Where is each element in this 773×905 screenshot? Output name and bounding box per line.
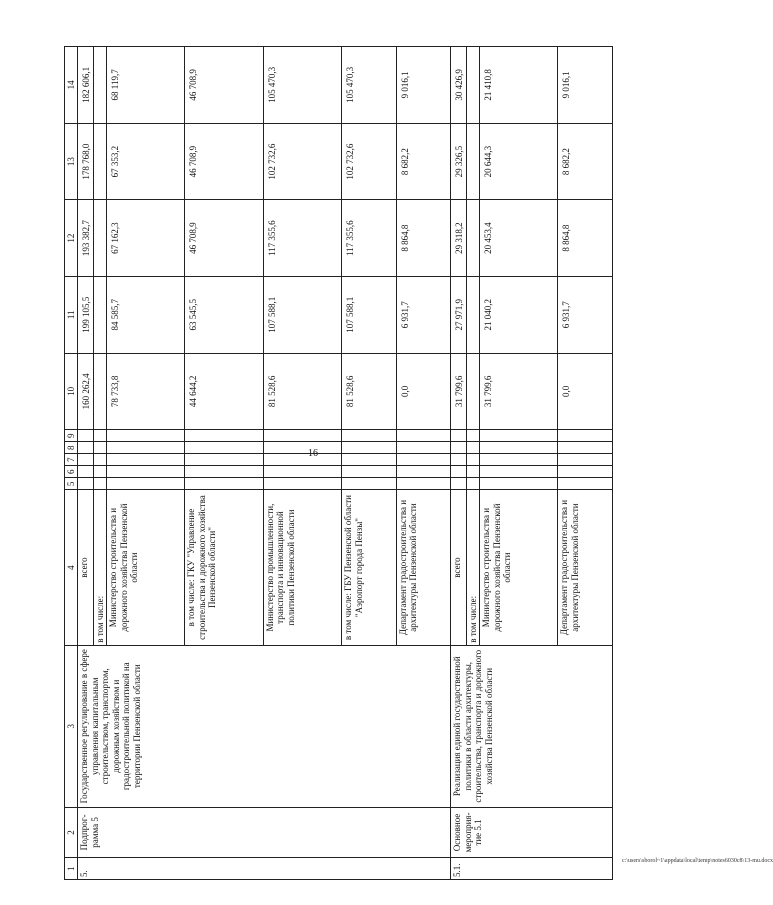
- value-cell: 63 545,5: [185, 276, 263, 353]
- value-cell: 20 453,4: [480, 200, 558, 277]
- row-label-total: всего: [78, 490, 94, 645]
- header-cell: 4: [65, 490, 78, 645]
- value-cell: 160 262,4: [78, 353, 94, 430]
- value-cell: 0,0: [558, 353, 613, 430]
- row-label: в том числе: ГКУ "Управление строительства и дорожного хозяйства Пензенской области": [185, 490, 263, 645]
- header-cell: 14: [65, 47, 78, 124]
- value-cell: 31 799,6: [480, 353, 558, 430]
- value-cell: 67 353,2: [107, 123, 185, 200]
- value-cell: 6 931,7: [396, 276, 451, 353]
- row-label-including: в том числе:: [93, 490, 107, 645]
- rotated-table-wrapper: [64, 46, 613, 880]
- program-description: Государственное регулирование в сфере управления капитальным строительством, транспортом, дорожным хозяйством и градостроительной политикой на территории Пензенской области: [78, 645, 451, 807]
- table-row-total: [451, 47, 467, 880]
- value-cell: 8 682,2: [558, 123, 613, 200]
- value-cell: 6 931,7: [558, 276, 613, 353]
- value-cell: 9 016,1: [558, 47, 613, 124]
- value-cell: 8 864,8: [396, 200, 451, 277]
- value-cell: 67 162,3: [107, 200, 185, 277]
- value-cell: 105 470,3: [263, 47, 341, 124]
- value-cell: 8 864,8: [558, 200, 613, 277]
- program-description: Реализация единой государственной политики в области архитектуры, строительства, транспорта и дорожного хозяйства Пензенской области: [451, 645, 613, 807]
- value-cell: 182 606,1: [78, 47, 94, 124]
- row-label-including: в том числе:: [466, 490, 480, 645]
- value-cell: 84 585,7: [107, 276, 185, 353]
- page-number: 16: [308, 448, 318, 459]
- value-cell: 31 799,6: [451, 353, 467, 430]
- row-label: Департамент градостроительства и архитектуры Пензенской области: [558, 490, 613, 645]
- header-cell: 10: [65, 353, 78, 430]
- header-cell: 5: [65, 478, 78, 490]
- value-cell: 68 119,7: [107, 47, 185, 124]
- row-label: Министерство строительства и дорожного хозяйства Пензенской области: [107, 490, 185, 645]
- value-cell: 102 732,6: [263, 123, 341, 200]
- value-cell: 29 318,2: [451, 200, 467, 277]
- row-label-total: всего: [451, 490, 467, 645]
- header-cell: 11: [65, 276, 78, 353]
- value-cell: 117 355,6: [263, 200, 341, 277]
- value-cell: 199 105,5: [78, 276, 94, 353]
- value-cell: 21 040,2: [480, 276, 558, 353]
- header-cell: 13: [65, 123, 78, 200]
- value-cell: 117 355,6: [342, 200, 397, 277]
- value-cell: 81 528,6: [342, 353, 397, 430]
- header-cell: 7: [65, 454, 78, 466]
- header-cell: 6: [65, 466, 78, 478]
- row-number: 5.1.: [451, 858, 613, 880]
- value-cell: 81 528,6: [263, 353, 341, 430]
- header-cell: 8: [65, 442, 78, 454]
- row-label: Департамент градостроительства и архитектуры Пензенской области: [396, 490, 451, 645]
- budget-table: [64, 46, 613, 880]
- value-cell: 20 644,3: [480, 123, 558, 200]
- value-cell: 21 410,8: [480, 47, 558, 124]
- row-label: Министерство промышленности, транспорта и инновационной политики Пензенской области: [263, 490, 341, 645]
- value-cell: 46 708,9: [185, 123, 263, 200]
- value-cell: 0,0: [396, 353, 451, 430]
- value-cell: 107 588,1: [263, 276, 341, 353]
- header-cell: 2: [65, 807, 78, 857]
- value-cell: 29 326,5: [451, 123, 467, 200]
- header-cell: 9: [65, 430, 78, 442]
- header-cell: 12: [65, 200, 78, 277]
- value-cell: 102 732,6: [342, 123, 397, 200]
- value-cell: 105 470,3: [342, 47, 397, 124]
- value-cell: 8 682,2: [396, 123, 451, 200]
- value-cell: 46 708,9: [185, 47, 263, 124]
- row-number: 5.: [78, 858, 451, 880]
- value-cell: 78 733,8: [107, 353, 185, 430]
- program-name: Подпрог-рамма 5: [78, 807, 451, 857]
- value-cell: 193 382,7: [78, 200, 94, 277]
- table-row-total: [78, 47, 94, 880]
- column-number-row: [65, 47, 78, 880]
- value-cell: 44 644,2: [185, 353, 263, 430]
- value-cell: 27 971,9: [451, 276, 467, 353]
- value-cell: 9 016,1: [396, 47, 451, 124]
- value-cell: 46 708,9: [185, 200, 263, 277]
- value-cell: 178 768,0: [78, 123, 94, 200]
- value-cell: 30 426,9: [451, 47, 467, 124]
- header-cell: 3: [65, 645, 78, 807]
- footer-file-path: c:\users\sborol~1\appdata\local\temp\notes6030c8\13-mu.docx: [622, 858, 773, 864]
- program-name: Основное мероприя-тие 5.1: [451, 807, 613, 857]
- row-label: в том числе: ГБУ Пензенской области "Аэропорт города Пензы": [342, 490, 397, 645]
- value-cell: 107 588,1: [342, 276, 397, 353]
- row-label: Министерство строительства и дорожного хозяйства Пензенской области: [480, 490, 558, 645]
- header-cell: 1: [65, 858, 78, 880]
